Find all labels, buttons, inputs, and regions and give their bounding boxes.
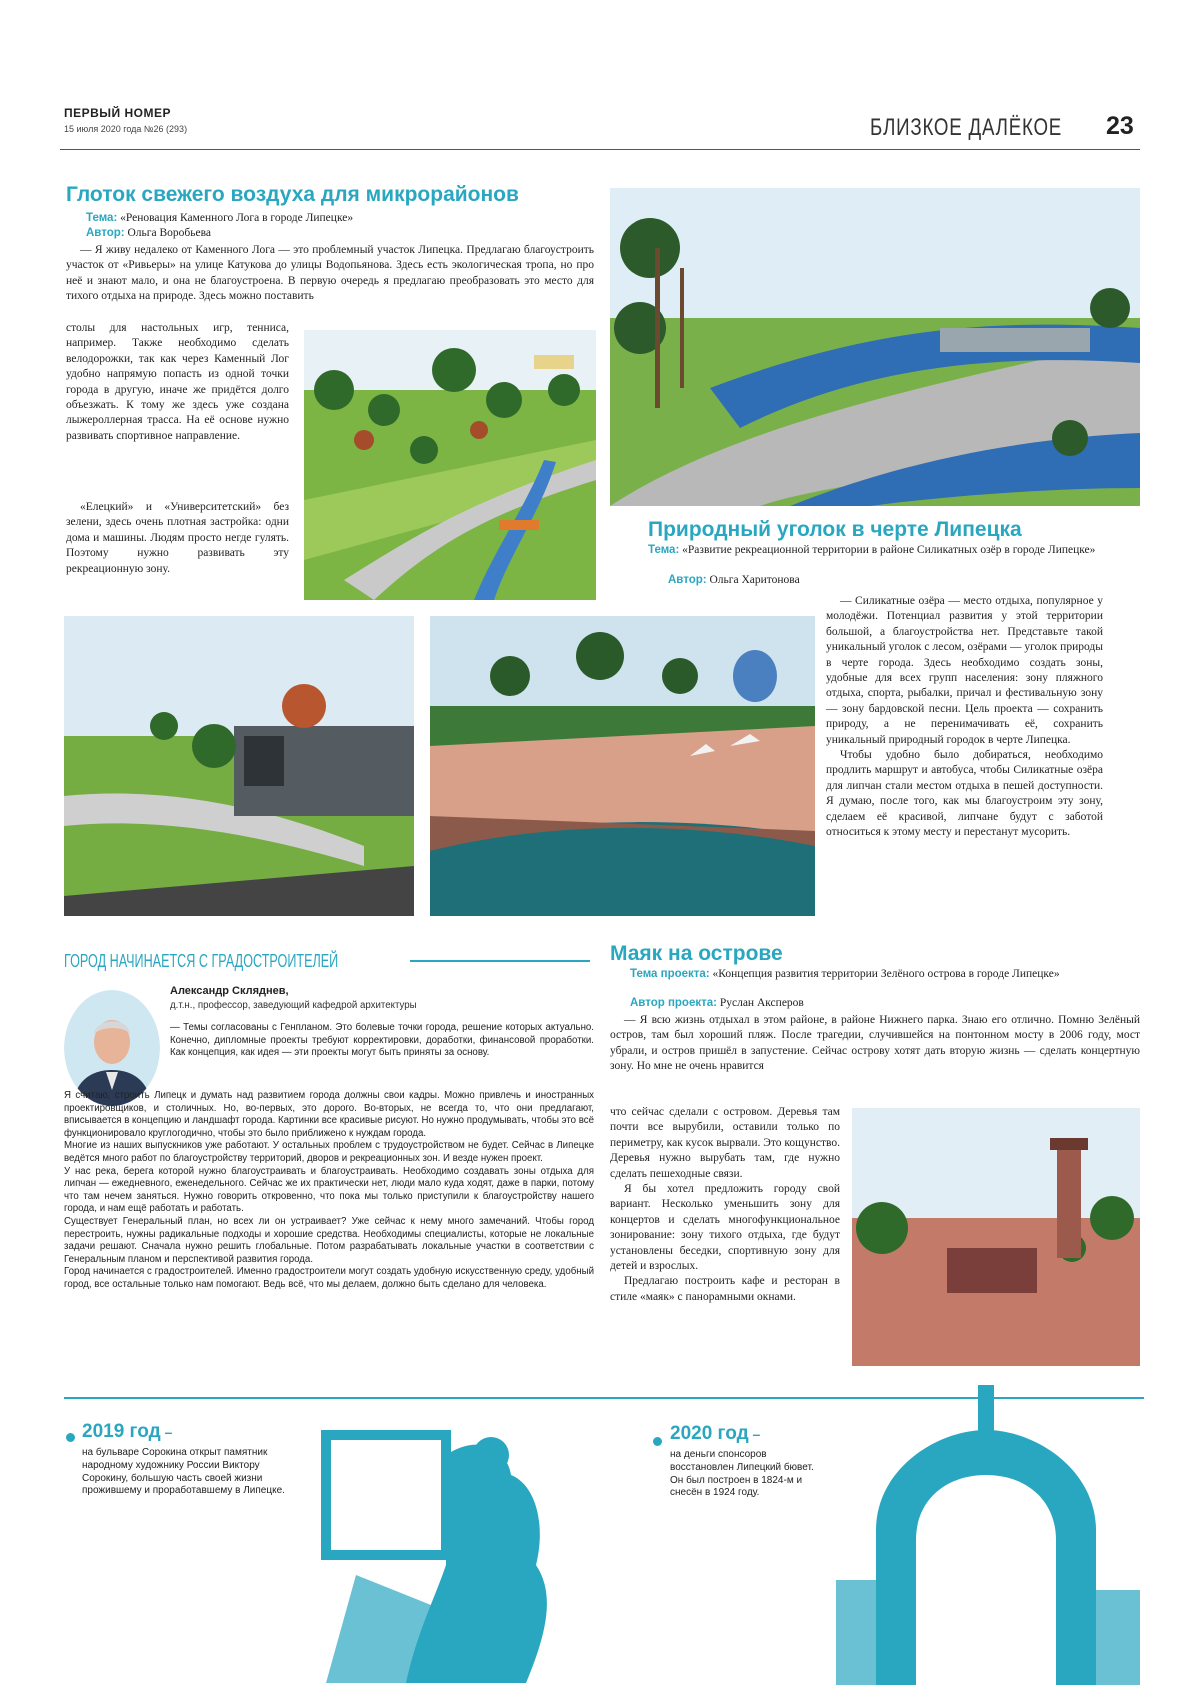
article3-intro: — Я всю жизнь отдыхал в этом районе, в районе Нижнего парка. Знаю его отлично. Помню Зелёный остров, там был хороший пляж. После трагедии, случившейся на понтонном мосту в 2006 году, мост убрали, и остров пришёл в запустение. Сейчас острову хотят дать вторую жизнь — сделать концертную зону. Но мне не очень нравится <box>610 1014 1140 1073</box>
masthead: ПЕРВЫЙ НОМЕР <box>64 106 172 120</box>
article2-topic: Тема: «Развитие рекреационной территории в районе Силикатных озёр в городе Липецке» <box>648 544 1096 556</box>
article3-title: Маяк на острове <box>610 942 783 965</box>
article1-column: столы для настольных игр, тенниса, например. Также необходимо сделать велодорожки, так как через Каменный Лог удобно напрямую попасть из одной точки города в другую, иначе же придётся долго объезжать. К тому же здесь уже создана лыжероллерная трасса. На её основе нужно развивать спортивное направление. <box>66 322 289 442</box>
timeline-2020-heading: 2020 год – <box>670 1423 761 1444</box>
article1-author: Автор: Ольга Воробьева <box>86 227 211 239</box>
timeline-dot-2020 <box>653 1437 662 1446</box>
rubric-rule <box>410 960 590 962</box>
article3-author: Автор проекта: Руслан Аксперов <box>630 997 804 1009</box>
arch-silhouette-icon <box>836 1380 1140 1685</box>
lake-park-render-image <box>610 188 1140 506</box>
article2-author: Автор: Ольга Харитонова <box>668 574 800 586</box>
article1-intro: — Я живу недалеко от Каменного Лога — это проблемный участок Липецка. Предлагаю благоустроить участок от «Ривьеры» на улице Катукова до улицы Водопьянова. Здесь есть экологическая тропа, но про неё и знают мало, и она не благоустроена. В первую очередь я предлагаю преобразовать это место для тихого отдыха на природе. Здесь можно поставить <box>66 244 594 303</box>
article2-body: — Силикатные озёра — место отдыха, популярное у молодёжи. Потенциал развития у этой территории большой, а благоустройства нет. Представьте такой уникальный уголок с лесом, озёрами — уголок природы в черте города. Здесь необходимо создать зоны, удобные для всех групп населения: зону пляжного отдыха, спорта, рыбалки, причал и фестивальную зону — зону бардовской песни. Цель проекта — сохранить природу, а не перенимачивать её, сохранить уникальный природный городок в черте Липецка. Чтобы удобно было добираться, необходимо продлить маршрут и автобуса, чтобы Силикатные озёра для липчан стали местом отдыха в пешей доступности. Я думаю, после того, как мы благоустроим эту зону, сделаем её красивой, липчане будут с заботой относиться к этому месту и перестанут мусорить. <box>826 595 1103 839</box>
article1-column2: «Елецкий» и «Университетский» без зелени, здесь очень плотная застройка: одни дома и машины. Людям просто негде гулять. Поэтому нужно развивать эту рекреационную зону. <box>66 501 289 575</box>
timeline-2019-text: на бульваре Сорокина открыт памятник народному художнику России Виктору Сорокину, большую часть своей жизни прожившему и проработавшему в Липецке. <box>82 1447 285 1497</box>
island-render-icon <box>852 1108 1140 1366</box>
portrait-photo-icon <box>64 990 160 1106</box>
timeline-dot-2019 <box>66 1433 75 1442</box>
article2-title: Природный уголок в черте Липецка <box>648 518 1022 541</box>
beach-render-icon <box>430 616 815 916</box>
section-title: БЛИЗКОЕ ДАЛЁКОЕ <box>870 114 1063 141</box>
expert-position: д.т.н., профессор, заведующий кафедрой архитектуры <box>170 1000 417 1011</box>
island-render-image <box>852 1108 1140 1366</box>
beach-render-image <box>430 616 815 916</box>
monument-illustration <box>296 1395 596 1683</box>
park-render-icon <box>304 330 596 600</box>
article1-topic: Тема: «Реновация Каменного Лога в городе Липецке» <box>86 212 354 224</box>
timeline-2019-heading: 2019 год – <box>82 1421 173 1442</box>
article1-title: Глоток свежего воздуха для микрорайонов <box>66 183 519 206</box>
header-divider <box>60 149 1140 150</box>
park-render-image <box>304 330 596 600</box>
interview-p1: — Темы согласованы с Генпланом. Это болевые точки города, решение которых актуально. Конечно, дипломные проекты требуют корректировки, доработки, финансовой проработки. Как концепция, как идея — эти проекты могут быть приняты за основу. <box>170 1022 594 1059</box>
interview-body: Я считаю, строить Липецк и думать над развитием города должны свои кадры. Можно привлечь и иностранных проектировщиков, и столичных. Но, во-первых, это дорого. Во-вторых, не всегда то, что они предлагают, вписывается в концепцию и ландшафт города. Картинки все красивые рисуют. Но нужно продумывать, чтобы это всё функционировало круглогодично, чтобы это было приближено к нуждам города. Многие из наших выпускников уже работают. У остальных проблем с трудоустройством не будет. Сейчас в Липецке ведётся много работ по благоустройству территорий, дворов и рекреационных зон. И везде нужен проект. У нас река, берега которой нужно благоустраивать и благоустраивать. Необходимо создавать зоны отдыха для липчан — ежедневного, еженедельного. Сейчас же их практически нет, люди мало куда ходят, даже в парки, потому что там нечем заняться. Нужно говорить откровенно, что пока мы только приступили к благоустройству нашего города, и нам ещё работать и работать. Существует Генеральный план, но всех ли он устраивает? Уже сейчас к нему много замечаний. Чтобы город перестроить, нужны радикальные подходы и хорошие средства. Необходимы специалисты, которые не локальные задачи решают. Сначала нужно решить глобальные. Потом разрабатывать локальные участки в соответствии с Генеральным планом и перспективой развития города. Город начинается с градостроителей. Именно градостроители могут создать удобную искусственную среду, удобный город, все остальные только нам помогают. Ведь всё, что мы делаем, должно быть сделано для человека. <box>64 1090 594 1290</box>
monument-silhouette-icon <box>296 1395 596 1683</box>
sports-center-render-icon <box>64 616 414 916</box>
page-number: 23 <box>1106 112 1134 140</box>
lake-park-render-icon <box>610 188 1140 506</box>
sports-center-render-image <box>64 616 414 916</box>
article3-topic: Тема проекта: «Концепция развития территории Зелёного острова в городе Липецке» <box>630 968 1060 980</box>
arch-illustration <box>836 1380 1140 1685</box>
expert-name: Александр Скляднев, <box>170 985 289 997</box>
issue-date: 15 июля 2020 года №26 (293) <box>64 124 188 134</box>
timeline-2020-text: на деньги спонсоров восстановлен Липецкий бювет. Он был построен в 1824-м и снесён в 1924 году. <box>670 1449 814 1499</box>
interview-rubric: ГОРОД НАЧИНАЕТСЯ С ГРАДОСТРОИТЕЛЕЙ <box>64 951 339 971</box>
article3-body: что сейчас сделали с островом. Деревья там почти все вырубили, оставили только по периметру, как кусок вырвали. Это кощунство. Деревья нужно вырубать там, где нужно сделать пешеходные связи. Я бы хотел предложить городу свой вариант. Несколько уменьшить зону для концертов и сделать многофункциональное зонирование: зону тихого отдыха, где будут установлены беседки, спортивную зону для детей и взрослых. Предлагаю построить кафе и ресторан в стиле «маяк» с панорамными окнами. <box>610 1106 840 1303</box>
author-portrait <box>64 990 160 1106</box>
